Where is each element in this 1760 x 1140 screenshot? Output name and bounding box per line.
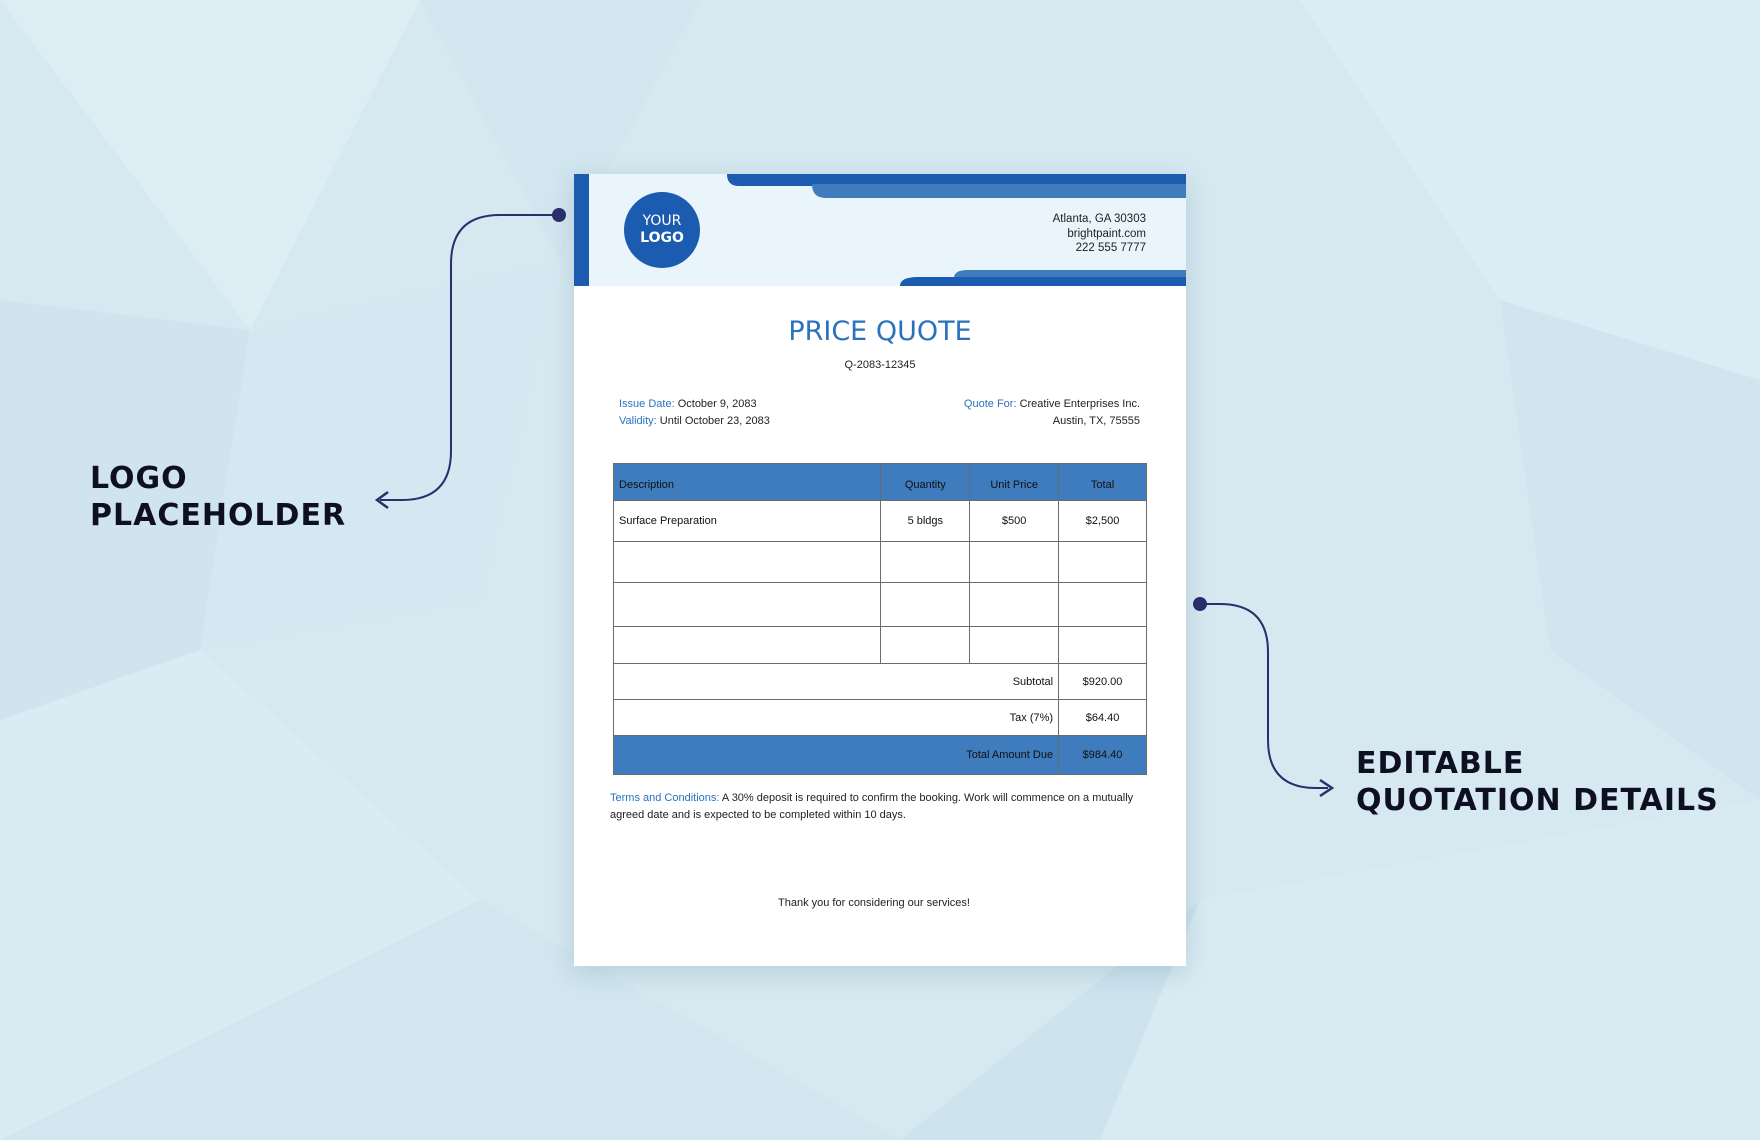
company-contact [1053, 212, 1146, 256]
client-name: Creative Enterprises Inc. [1019, 398, 1140, 410]
row-unit-price[interactable] [970, 542, 1059, 583]
terms-and-conditions [610, 790, 1150, 824]
row-quantity[interactable]: 5 bldgs [881, 501, 970, 542]
company-city: Atlanta, GA 30303 [1052, 213, 1146, 225]
row-quantity[interactable] [881, 627, 970, 664]
row-total[interactable] [1059, 542, 1147, 583]
tax-row [614, 700, 1147, 736]
row-description[interactable]: Surface Preparation [614, 501, 881, 542]
table-row [614, 583, 1147, 627]
total-due-row [614, 736, 1147, 775]
subtotal-label: Subtotal [614, 664, 1059, 700]
table-row [614, 627, 1147, 664]
terms-label: Terms and Conditions: [610, 792, 720, 804]
row-total[interactable] [1059, 583, 1147, 627]
row-description[interactable] [614, 583, 881, 627]
row-unit-price[interactable] [970, 627, 1059, 664]
document-header [574, 174, 1186, 286]
validity-label: Validity: [619, 415, 657, 427]
logo-placeholder[interactable] [624, 192, 700, 268]
client-address: Austin, TX, 75555 [1052, 415, 1140, 427]
callout-logo-line2: PLACEHOLDER [90, 498, 347, 533]
row-unit-price[interactable]: $500 [970, 501, 1059, 542]
tax-value[interactable]: $64.40 [1059, 700, 1147, 736]
logo-text-line1: YOUR [642, 213, 682, 229]
issue-date-value: October 9, 2083 [677, 398, 757, 410]
column-header-unit-price: Unit Price [970, 464, 1059, 501]
issue-date-label: Issue Date: [619, 398, 675, 410]
quote-client [964, 396, 1140, 430]
price-quote-document [574, 174, 1186, 966]
row-quantity[interactable] [881, 583, 970, 627]
column-header-quantity: Quantity [881, 464, 970, 501]
terms-text: A 30% deposit is required to confirm the booking. Work will commence on a mutually agreed date and is expected to be completed within 10 days. [610, 792, 1134, 821]
row-total[interactable]: $2,500 [1059, 501, 1147, 542]
callout-details-line1: EDITABLE [1356, 746, 1525, 781]
row-quantity[interactable] [881, 542, 970, 583]
quote-dates [619, 396, 770, 430]
row-description[interactable] [614, 627, 881, 664]
validity-value: Until October 23, 2083 [659, 415, 770, 427]
total-due-label: Total Amount Due [614, 736, 1059, 775]
column-header-total: Total [1059, 464, 1147, 501]
subtotal-row [614, 664, 1147, 700]
company-phone: 222 555 7777 [1075, 242, 1146, 254]
thank-you-note: Thank you for considering our services! [778, 897, 970, 909]
quote-number: Q-2083-12345 [844, 359, 916, 371]
table-row [614, 501, 1147, 542]
table-header-row [614, 464, 1147, 501]
table-row [614, 542, 1147, 583]
company-website: brightpaint.com [1067, 227, 1146, 240]
subtotal-value[interactable]: $920.00 [1059, 664, 1147, 700]
document-title: PRICE QUOTE [788, 316, 972, 347]
callout-details-line2: QUOTATION DETAILS [1356, 783, 1719, 818]
row-unit-price[interactable] [970, 583, 1059, 627]
line-items-table [613, 463, 1147, 775]
editable-details-callout [1356, 745, 1719, 819]
quote-for-label: Quote For: [963, 398, 1017, 410]
column-header-description: Description [614, 464, 881, 501]
callout-logo-line1: LOGO [90, 461, 188, 496]
row-description[interactable] [614, 542, 881, 583]
logo-text-line2: LOGO [640, 230, 684, 246]
row-total[interactable] [1059, 627, 1147, 664]
total-due-value[interactable]: $984.40 [1059, 736, 1147, 775]
tax-label: Tax (7%) [614, 700, 1059, 736]
logo-placeholder-callout [90, 460, 346, 534]
